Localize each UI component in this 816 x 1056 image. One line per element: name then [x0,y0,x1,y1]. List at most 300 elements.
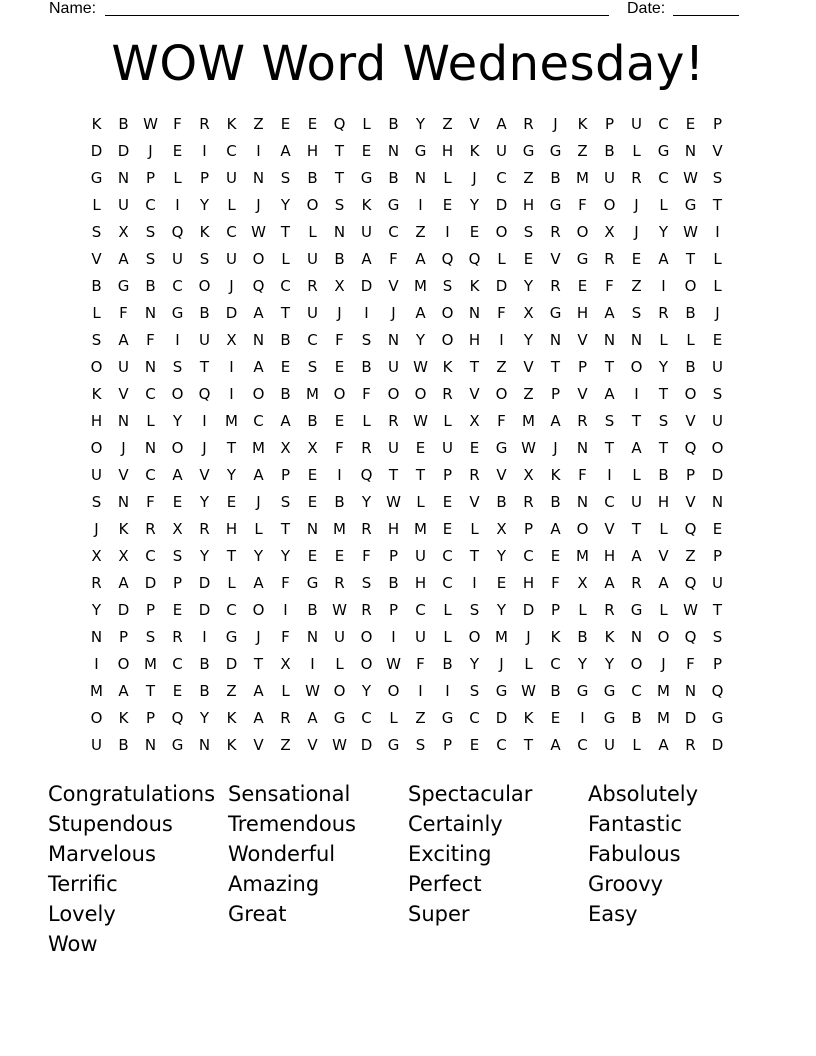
grid-letter: M [90,682,103,700]
grid-letter: Y [415,331,426,349]
grid-letter: N [117,169,130,187]
grid-letter: Z [226,682,237,700]
grid-letter: K [118,709,129,727]
grid-letter: F [578,466,587,484]
grid-letter: Y [496,601,507,619]
grid-letter: I [580,709,585,727]
grid-letter: A [118,574,129,592]
grid-letter: Z [415,223,426,241]
grid-letter: A [631,439,642,457]
grid-letter: A [604,385,615,403]
grid-letter: K [442,358,453,376]
grid-letter: R [361,520,372,538]
grid-letter: L [281,250,290,268]
grid-letter: G [549,142,562,160]
grid-letter: C [658,169,669,187]
grid-letter: L [659,520,668,538]
grid-letter: S [172,547,183,565]
grid-letter: C [226,223,237,241]
grid-letter: R [523,493,534,511]
grid-letter: N [252,169,265,187]
grid-letter: H [657,493,670,511]
word-bank-item: Congratulations [48,782,216,806]
grid-letter: K [361,196,372,214]
name-field[interactable] [105,15,609,16]
grid-letter: E [442,196,453,214]
grid-letter: N [684,142,697,160]
grid-letter: N [684,682,697,700]
grid-letter: C [523,547,534,565]
grid-letter: J [256,196,261,214]
grid-letter: N [576,439,589,457]
grid-letter: R [523,115,534,133]
grid-letter: Y [658,358,669,376]
grid-letter: H [441,142,454,160]
grid-letter: E [442,493,453,511]
grid-letter: L [335,655,344,673]
grid-letter: J [526,628,531,646]
grid-letter: H [468,331,481,349]
grid-letter: Y [226,466,237,484]
grid-row [83,543,731,570]
grid-letter: G [603,709,616,727]
grid-letter: Y [172,412,183,430]
grid-letter: B [685,304,696,322]
grid-letter: B [199,304,210,322]
grid-letter: C [226,601,237,619]
grid-letter: J [229,277,234,295]
grid-letter: S [145,223,156,241]
grid-letter: T [604,358,615,376]
word-bank-item: Groovy [588,872,663,896]
grid-letter: V [523,358,534,376]
word-bank-item: Spectacular [408,782,533,806]
grid-letter: G [171,304,184,322]
grid-letter: I [283,601,288,619]
grid-letter: R [334,574,345,592]
grid-letter: I [94,655,99,673]
grid-letter: U [604,169,615,187]
grid-letter: B [145,277,156,295]
grid-letter: B [118,736,129,754]
grid-letter: G [441,709,454,727]
grid-letter: A [118,250,129,268]
grid-letter: M [576,547,589,565]
grid-letter: D [495,277,508,295]
grid-letter: E [334,547,345,565]
grid-letter: B [307,412,318,430]
grid-letter: U [388,439,399,457]
grid-row [83,624,731,651]
grid-letter: A [253,709,264,727]
grid-letter: J [256,628,261,646]
grid-letter: O [495,223,508,241]
grid-letter: P [172,574,183,592]
grid-letter: N [603,331,616,349]
word-bank-item: Amazing [228,872,320,896]
grid-letter: J [256,493,261,511]
grid-letter: E [307,493,318,511]
grid-letter: U [496,142,507,160]
grid-letter: A [280,412,291,430]
grid-letter: R [550,223,561,241]
grid-letter: N [144,439,157,457]
grid-letter: W [683,601,698,619]
grid-letter: L [524,655,533,673]
grid-letter: U [712,574,723,592]
grid-letter: Q [711,682,724,700]
grid-letter: C [604,493,615,511]
grid-letter: B [388,574,399,592]
grid-letter: Z [631,277,642,295]
grid-letter: I [256,142,261,160]
grid-letter: A [172,466,183,484]
grid-letter: S [712,628,723,646]
grid-letter: K [604,628,615,646]
grid-letter: G [549,196,562,214]
grid-letter: O [360,628,373,646]
grid-letter: E [307,466,318,484]
word-bank-item: Wonderful [228,842,336,866]
grid-letter: B [280,331,291,349]
grid-letter: E [577,277,588,295]
grid-letter: I [229,358,234,376]
grid-letter: J [634,223,639,241]
grid-letter: U [361,223,372,241]
grid-letter: U [118,358,129,376]
grid-letter: G [171,736,184,754]
grid-letter: N [144,304,157,322]
grid-letter: O [171,439,184,457]
grid-letter: I [445,223,450,241]
grid-letter: C [145,196,156,214]
grid-letter: U [91,466,102,484]
grid-letter: F [551,574,560,592]
grid-letter: Y [415,115,426,133]
grid-letter: U [415,547,426,565]
word-bank-item: Certainly [408,812,503,836]
grid-letter: B [361,358,372,376]
grid-letter: W [305,682,320,700]
grid-letter: N [117,493,130,511]
grid-letter: Y [280,196,291,214]
grid-letter: K [91,385,102,403]
grid-letter: X [496,520,507,538]
grid-letter: G [576,250,589,268]
grid-letter: F [281,574,290,592]
grid-letter: P [145,709,156,727]
grid-letter: Y [658,223,669,241]
grid-letter: V [91,250,102,268]
grid-letter: S [91,223,102,241]
grid-letter: I [607,466,612,484]
grid-letter: B [631,709,642,727]
word-bank-item: Wow [48,932,98,956]
grid-letter: A [631,547,642,565]
grid-letter: F [335,439,344,457]
grid-letter: S [604,412,615,430]
grid-letter: T [226,439,237,457]
grid-letter: V [577,385,588,403]
grid-letter: F [173,115,182,133]
word-bank-item: Stupendous [48,812,173,836]
grid-letter: W [521,682,536,700]
grid-letter: T [145,682,156,700]
grid-letter: O [495,385,508,403]
grid-letter: I [661,277,666,295]
grid-letter: K [550,628,561,646]
grid-letter: O [630,655,643,673]
grid-letter: R [550,277,561,295]
grid-letter: S [145,250,156,268]
grid-letter: O [252,601,265,619]
grid-letter: A [253,358,264,376]
grid-letter: O [117,655,130,673]
grid-row [83,489,731,516]
grid-letter: A [118,331,129,349]
grid-letter: N [630,628,643,646]
grid-letter: E [172,601,183,619]
grid-letter: O [684,385,697,403]
grid-letter: X [118,223,129,241]
date-field[interactable] [673,15,739,16]
grid-letter: G [576,682,589,700]
grid-letter: S [145,628,156,646]
grid-letter: O [441,331,454,349]
grid-letter: T [658,439,669,457]
grid-letter: O [630,358,643,376]
grid-row [83,327,731,354]
word-bank-item: Fabulous [588,842,681,866]
grid-letter: U [712,412,723,430]
grid-letter: N [387,142,400,160]
grid-letter: A [658,736,669,754]
grid-letter: C [172,655,183,673]
grid-letter: W [683,223,698,241]
grid-letter: F [362,547,371,565]
grid-letter: R [280,709,291,727]
grid-letter: K [226,736,237,754]
grid-letter: T [631,520,642,538]
grid-letter: H [90,412,103,430]
grid-letter: Q [333,115,346,133]
grid-letter: G [360,169,373,187]
grid-letter: T [604,439,615,457]
grid-letter: P [712,115,723,133]
grid-letter: A [550,520,561,538]
grid-letter: C [415,601,426,619]
grid-letter: G [387,736,400,754]
grid-letter: D [360,736,373,754]
grid-letter: O [657,628,670,646]
grid-letter: C [172,277,183,295]
grid-letter: C [631,682,642,700]
grid-letter: L [632,736,641,754]
grid-letter: X [280,655,291,673]
grid-letter: B [307,601,318,619]
grid-letter: X [226,331,237,349]
grid-letter: O [252,250,265,268]
grid-letter: G [495,439,508,457]
grid-letter: V [469,385,480,403]
grid-letter: D [117,601,130,619]
grid-row [83,732,731,759]
grid-letter: A [361,250,372,268]
grid-letter: P [550,601,561,619]
grid-letter: T [550,358,561,376]
grid-letter: O [576,520,589,538]
grid-letter: Q [684,628,697,646]
grid-row [83,462,731,489]
grid-letter: K [469,277,480,295]
grid-letter: P [145,601,156,619]
grid-letter: Q [684,439,697,457]
grid-letter: J [715,304,720,322]
grid-letter: Y [91,601,102,619]
grid-letter: D [360,277,373,295]
grid-letter: W [332,736,347,754]
grid-letter: G [117,277,130,295]
grid-letter: W [251,223,266,241]
grid-letter: U [307,250,318,268]
grid-letter: U [388,358,399,376]
grid-letter: G [90,169,103,187]
grid-letter: L [308,223,317,241]
grid-letter: R [658,304,669,322]
grid-letter: H [225,520,238,538]
grid-letter: O [684,277,697,295]
grid-letter: I [715,223,720,241]
grid-letter: L [713,250,722,268]
grid-letter: I [229,385,234,403]
grid-letter: V [469,115,480,133]
grid-letter: Z [415,709,426,727]
grid-letter: K [550,466,561,484]
grid-letter: T [685,250,696,268]
grid-letter: O [711,439,724,457]
grid-letter: P [577,358,588,376]
grid-letter: F [119,304,128,322]
grid-letter: A [604,574,615,592]
grid-letter: T [280,223,291,241]
grid-letter: U [172,250,183,268]
word-bank-item: Lovely [48,902,116,926]
grid-letter: B [388,115,399,133]
grid-letter: I [337,466,342,484]
grid-letter: F [281,628,290,646]
grid-letter: R [604,250,615,268]
grid-letter: P [145,169,156,187]
letter-grid [83,111,731,759]
grid-letter: R [145,520,156,538]
word-bank-item: Exciting [408,842,492,866]
grid-letter: N [387,331,400,349]
grid-letter: U [631,493,642,511]
grid-letter: B [658,466,669,484]
grid-letter: Y [496,547,507,565]
grid-letter: Y [361,493,372,511]
grid-row [83,111,731,138]
grid-letter: G [522,142,535,160]
date-label: Date: [627,0,666,17]
grid-letter: O [387,385,400,403]
grid-letter: T [523,736,534,754]
grid-letter: I [418,196,423,214]
grid-letter: U [631,115,642,133]
grid-letter: Y [199,709,210,727]
grid-letter: U [226,169,237,187]
word-bank-item: Absolutely [588,782,699,806]
grid-letter: T [631,412,642,430]
grid-letter: G [657,142,670,160]
grid-letter: E [442,520,453,538]
grid-letter: E [550,709,561,727]
grid-letter: Z [280,736,291,754]
grid-letter: B [388,169,399,187]
grid-letter: W [521,439,536,457]
grid-letter: M [414,520,427,538]
grid-letter: T [334,142,345,160]
grid-letter: X [307,439,318,457]
grid-letter: J [391,304,396,322]
grid-letter: U [118,196,129,214]
grid-letter: L [227,196,236,214]
grid-letter: Y [523,331,534,349]
grid-letter: O [171,385,184,403]
grid-letter: Z [253,115,264,133]
grid-letter: J [94,520,99,538]
grid-letter: L [659,196,668,214]
grid-letter: T [280,304,291,322]
grid-letter: B [118,115,129,133]
grid-letter: T [280,520,291,538]
grid-letter: E [172,142,183,160]
grid-letter: O [90,709,103,727]
grid-letter: F [146,493,155,511]
grid-letter: H [576,304,589,322]
grid-letter: A [415,250,426,268]
grid-letter: C [226,142,237,160]
grid-letter: O [306,196,319,214]
grid-letter: M [657,682,670,700]
grid-letter: I [175,331,180,349]
grid-letter: F [605,277,614,295]
grid-letter: X [469,412,480,430]
grid-letter: S [199,250,210,268]
grid-letter: Q [441,250,454,268]
grid-letter: W [386,493,401,511]
grid-letter: E [469,736,480,754]
grid-letter: Y [469,196,480,214]
grid-letter: C [550,655,561,673]
grid-letter: P [388,547,399,565]
grid-letter: T [658,385,669,403]
grid-row [83,273,731,300]
grid-letter: U [604,736,615,754]
grid-letter: X [172,520,183,538]
grid-letter: S [361,331,372,349]
grid-letter: L [362,115,371,133]
grid-letter: G [711,709,724,727]
grid-letter: B [496,493,507,511]
grid-letter: U [307,304,318,322]
grid-letter: O [333,385,346,403]
grid-letter: T [712,196,723,214]
grid-letter: V [550,250,561,268]
grid-letter: O [387,682,400,700]
grid-letter: Q [171,223,184,241]
grid-letter: O [198,277,211,295]
